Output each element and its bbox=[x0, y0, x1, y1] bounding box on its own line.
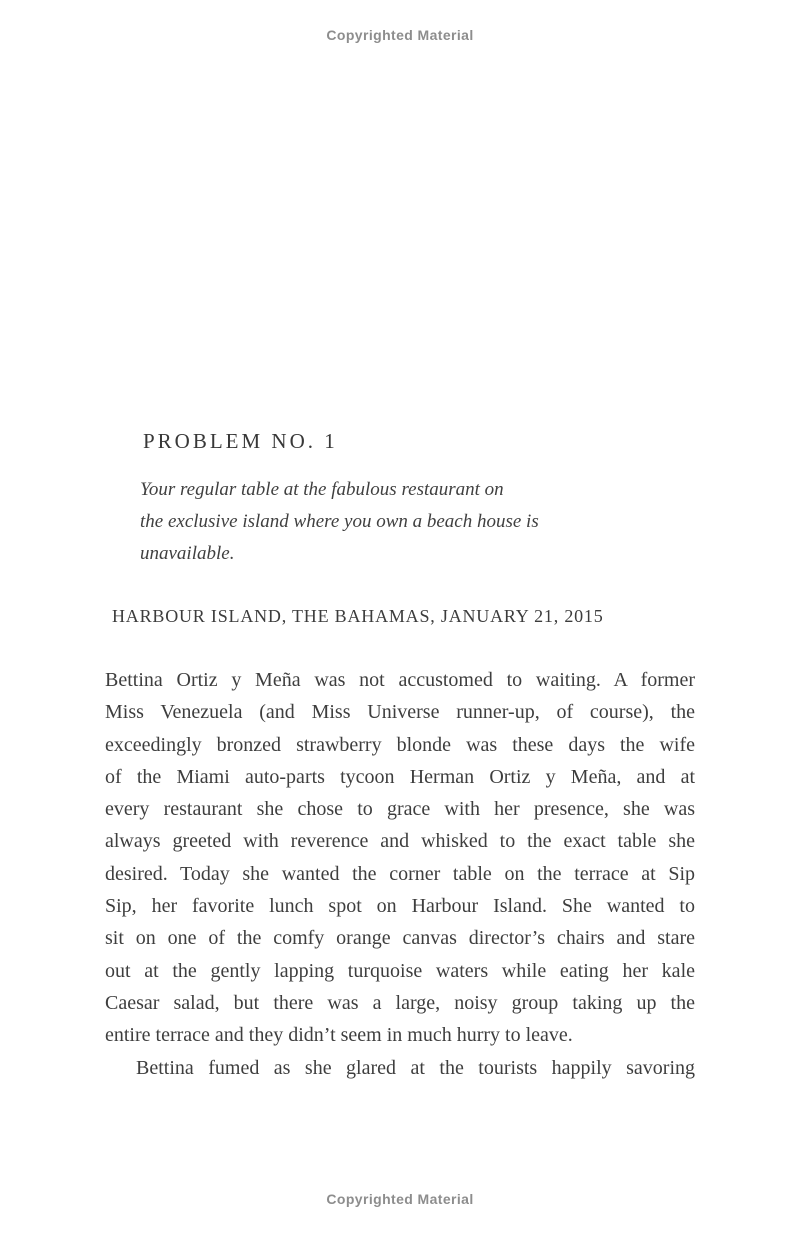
body-text-block bbox=[105, 664, 695, 1084]
body-line: Sip, her favorite lunch spot on Harbour Island. She wanted to bbox=[105, 895, 695, 918]
epigraph-line: Your regular table at the fabulous restaurant on bbox=[140, 479, 504, 500]
body-line: of the Miami auto-parts tycoon Herman Ortiz y Meña, and at bbox=[105, 765, 695, 788]
body-line-new-paragraph: Bettina fumed as she glared at the tourists happily savoring bbox=[136, 1056, 695, 1079]
chapter-heading: PROBLEM NO. 1 bbox=[143, 429, 338, 453]
body-line: sit on one of the comfy orange canvas director’s chairs and stare bbox=[105, 927, 695, 950]
chapter-dateline: HARBOUR ISLAND, THE BAHAMAS, JANUARY 21, 2015 bbox=[112, 606, 604, 626]
epigraph-line: the exclusive island where you own a beach house is bbox=[140, 511, 539, 532]
body-line: Bettina Ortiz y Meña was not accustomed to waiting. A former bbox=[105, 669, 695, 691]
body-line: Caesar salad, but there was a large, noisy group taking up the bbox=[105, 991, 695, 1014]
body-line: exceedingly bronzed strawberry blonde was these days the wife bbox=[105, 733, 695, 756]
body-line: desired. Today she wanted the corner table on the terrace at Sip bbox=[105, 862, 695, 885]
body-line: always greeted with reverence and whisked to the exact table she bbox=[105, 830, 695, 853]
body-line: out at the gently lapping turquoise waters while eating her kale bbox=[105, 959, 695, 982]
copyright-top-label: Copyrighted Material bbox=[326, 27, 474, 43]
body-line: every restaurant she chose to grace with her presence, she was bbox=[105, 798, 695, 821]
epigraph-line: unavailable. bbox=[140, 543, 235, 564]
chapter-epigraph bbox=[140, 474, 600, 570]
body-line-paragraph-end: entire terrace and they didn’t seem in much hurry to leave. bbox=[105, 1024, 573, 1047]
copyright-bottom-label: Copyrighted Material bbox=[326, 1191, 474, 1207]
body-line: Miss Venezuela (and Miss Universe runner-up, of course), the bbox=[105, 701, 695, 724]
